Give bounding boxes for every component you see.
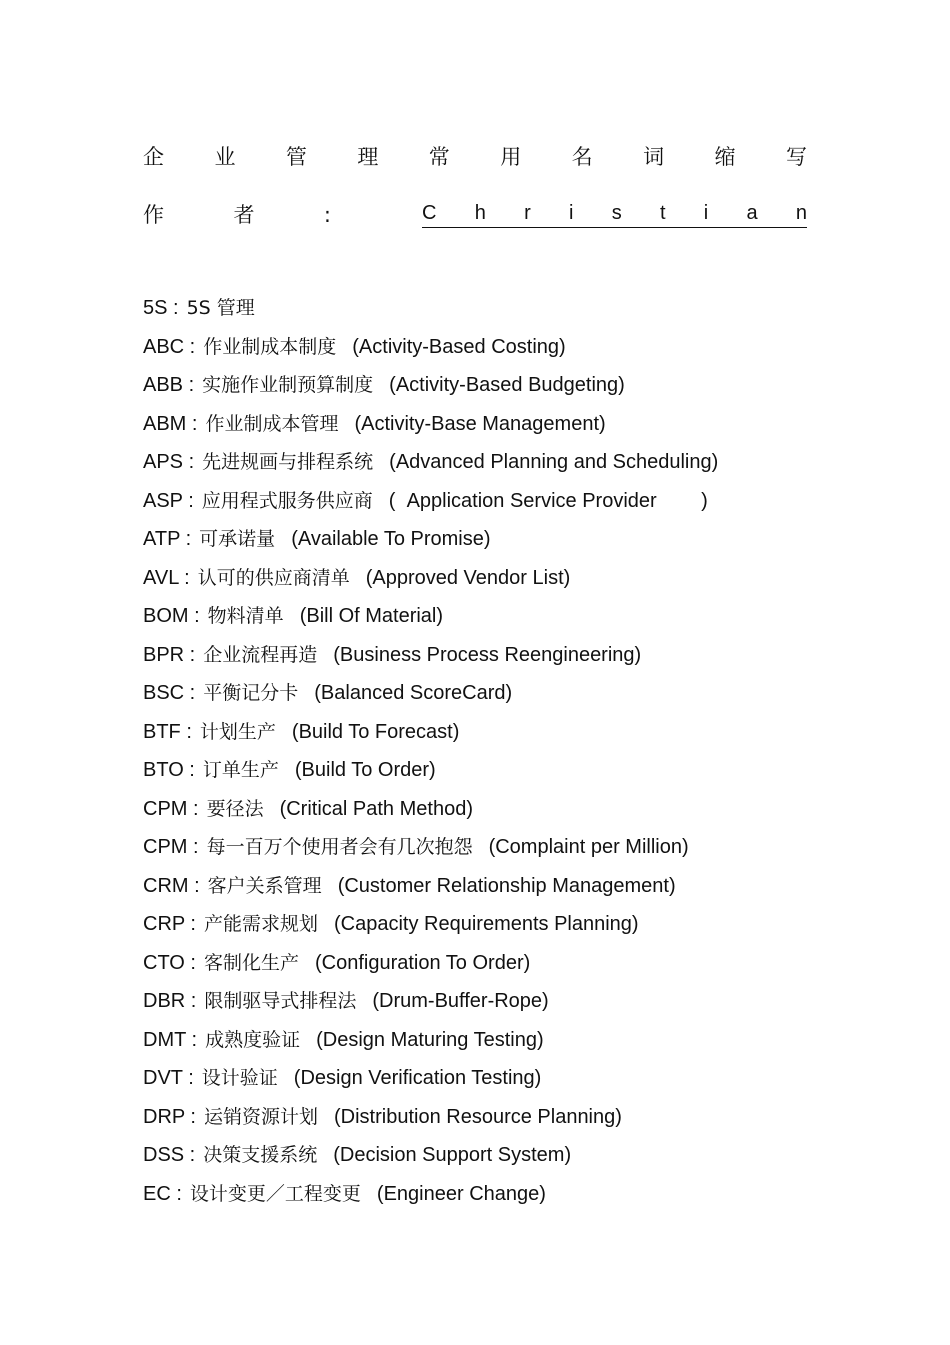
chinese-term: 设计验证 <box>201 1067 278 1089</box>
list-item <box>143 1024 903 1063</box>
chinese-term: 物料清单 <box>207 605 284 627</box>
english-term: (Activity-Base Management) <box>354 412 606 435</box>
english-term: (Balanced ScoreCard) <box>314 682 513 704</box>
author-line <box>143 200 807 230</box>
list-item <box>143 677 903 716</box>
abbreviation: DSS : <box>143 1144 196 1166</box>
chinese-term: 客户关系管理 <box>207 874 322 897</box>
list-item <box>143 754 903 793</box>
english-term: (Configuration To Order) <box>314 951 531 974</box>
chinese-term: 要径法 <box>206 797 264 820</box>
english-term: (Decision Support System) <box>333 1144 572 1166</box>
title-char: 管 <box>285 145 307 169</box>
abbreviation: 5S : <box>143 297 179 319</box>
list-item <box>143 947 903 986</box>
english-term: (Approved Vendor List) <box>365 566 571 589</box>
author-name-char: n <box>795 202 807 224</box>
chinese-term: 平衡记分卡 <box>203 682 299 704</box>
abbreviation: DVT : <box>143 1067 194 1089</box>
list-item <box>143 446 903 485</box>
author-name-char: h <box>474 202 486 224</box>
author-label-char: 作 <box>143 203 164 227</box>
list-item <box>143 1101 903 1140</box>
abbreviation: CRP : <box>143 913 196 935</box>
chinese-term: 限制驱导式排程法 <box>204 990 357 1012</box>
chinese-term: 企业流程再造 <box>203 643 318 666</box>
chinese-term: 成熟度验证 <box>205 1028 301 1051</box>
author-label-char: : <box>323 203 331 227</box>
english-term: (Customer Relationship Management) <box>337 874 676 897</box>
list-item <box>143 562 903 601</box>
author-name-char: C <box>422 202 437 224</box>
chinese-term: 设计变更／工程变更 <box>189 1182 361 1205</box>
abbreviation: DRP : <box>143 1105 196 1128</box>
abbreviation: ATP : <box>143 528 192 550</box>
abbreviation: BOM : <box>143 605 200 627</box>
english-term: (Capacity Requirements Planning) <box>334 913 639 935</box>
english-term: (Business Process Reengineering) <box>333 643 642 666</box>
author-name-char: i <box>569 202 574 224</box>
abbreviation: ASP : <box>143 489 194 512</box>
list-item <box>143 639 903 678</box>
abbreviation: AVL : <box>143 566 190 589</box>
english-term: ( Application Service Provider ) <box>388 489 708 512</box>
chinese-term: 决策支援系统 <box>203 1144 318 1166</box>
chinese-term: 认可的供应商清单 <box>197 566 350 589</box>
author-name-char: a <box>746 202 758 224</box>
english-term: (Advanced Planning and Scheduling) <box>389 451 719 473</box>
abbreviation: CRM : <box>143 874 200 897</box>
abbreviation: DMT : <box>143 1028 198 1051</box>
english-term: (Design Verification Testing) <box>293 1067 542 1089</box>
list-item <box>143 985 903 1024</box>
chinese-term: 订单生产 <box>202 759 279 781</box>
list-item <box>143 600 903 639</box>
abbreviation: CPM : <box>143 836 199 858</box>
author-name <box>422 200 807 228</box>
chinese-term: 客制化生产 <box>203 951 299 974</box>
chinese-term: 产能需求规划 <box>203 913 318 935</box>
title-char: 写 <box>785 145 807 169</box>
author-label <box>143 200 331 230</box>
chinese-term: 应用程式服务供应商 <box>201 489 373 512</box>
chinese-term: 可承诺量 <box>199 528 276 550</box>
author-name-char: r <box>524 202 531 224</box>
abbreviation: BTF : <box>143 720 192 743</box>
abbreviation: EC : <box>143 1182 182 1205</box>
abbreviation: DBR : <box>143 990 197 1012</box>
abbreviation: CPM : <box>143 797 199 820</box>
author-name-char: i <box>703 202 709 224</box>
author-name-char: s <box>611 202 622 224</box>
chinese-term: 先进规画与排程系统 <box>202 451 374 473</box>
english-term: (Bill Of Material) <box>299 605 444 627</box>
title-char: 企 <box>143 145 164 169</box>
chinese-term: 5S 管理 <box>186 297 255 319</box>
title-char: 用 <box>500 145 522 169</box>
chinese-term: 作业制成本管理 <box>205 412 339 435</box>
abbreviation: ABB : <box>143 374 195 396</box>
abbreviation: ABM : <box>143 412 198 435</box>
abbreviation: ABC : <box>143 335 196 358</box>
english-term: (Activity-Based Costing) <box>352 335 566 358</box>
english-term: (Available To Promise) <box>291 528 491 550</box>
title-char: 常 <box>428 145 450 169</box>
list-item <box>143 523 903 562</box>
author-name-char: t <box>659 202 666 224</box>
list-item <box>143 793 903 832</box>
list-item <box>143 716 903 755</box>
list-item <box>143 408 903 447</box>
list-item <box>143 331 903 370</box>
title-char: 词 <box>643 145 665 169</box>
english-term: (Distribution Resource Planning) <box>334 1105 622 1128</box>
title-char: 名 <box>571 145 593 169</box>
abbreviation: APS : <box>143 451 195 473</box>
chinese-term: 运销资源计划 <box>203 1105 318 1128</box>
english-term: (Activity-Based Budgeting) <box>389 374 625 396</box>
english-term: (Drum-Buffer-Rope) <box>372 990 549 1012</box>
title-char: 理 <box>357 145 379 169</box>
list-item <box>143 1062 903 1101</box>
list-item <box>143 369 903 408</box>
document-title <box>143 142 807 172</box>
english-term: (Build To Order) <box>294 759 436 781</box>
author-label-char: 者 <box>233 203 255 227</box>
list-item <box>143 831 903 870</box>
list-item <box>143 908 903 947</box>
title-char: 缩 <box>714 145 736 169</box>
abbreviation: BPR : <box>143 643 196 666</box>
english-term: (Design Maturing Testing) <box>316 1028 544 1051</box>
english-term: (Build To Forecast) <box>291 720 460 743</box>
english-term: (Critical Path Method) <box>279 797 473 820</box>
list-item <box>143 485 903 524</box>
chinese-term: 实施作业制预算制度 <box>202 374 374 396</box>
english-term: (Complaint per Million) <box>488 836 689 858</box>
list-item <box>143 870 903 909</box>
chinese-term: 作业制成本制度 <box>203 335 337 358</box>
abbreviation: CTO : <box>143 951 196 974</box>
title-char: 业 <box>214 145 236 169</box>
list-item <box>143 1139 903 1178</box>
list-item <box>143 292 903 331</box>
abbreviation: BTO : <box>143 759 195 781</box>
chinese-term: 计划生产 <box>199 720 276 743</box>
list-item <box>143 1178 903 1217</box>
abbreviation: BSC : <box>143 682 196 704</box>
abbreviation-list <box>143 292 903 1216</box>
english-term: (Engineer Change) <box>376 1182 546 1205</box>
chinese-term: 每一百万个使用者会有几次抱怨 <box>206 836 473 858</box>
